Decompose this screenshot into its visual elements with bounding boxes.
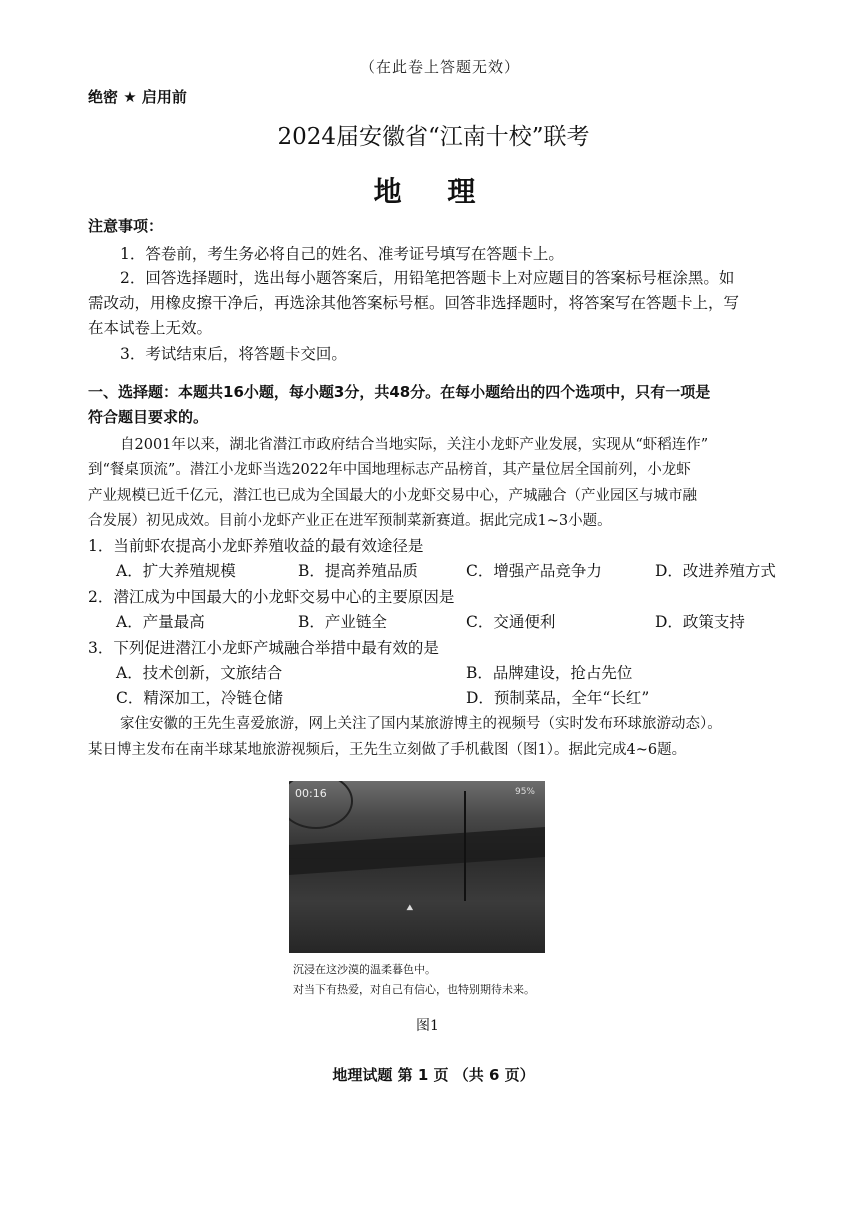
passage1-line-1: 自2001年以来，湖北省潜江市政府结合当地实际，关注小龙虾产业发展，实现从“虾稻连作” <box>120 437 709 453</box>
passage1-line-3: 产业规模已近千亿元，潜江也已成为全国最大的小龙虾交易中心，产城融合（产业园区与城市融 <box>88 488 697 504</box>
note-line-1: 1．答卷前，考生务必将自己的姓名、准考证号填写在答题卡上。 <box>120 245 564 263</box>
figure-caption-line-2: 对当下有热爱，对自己有信心，也特别期待未来。 <box>293 983 535 996</box>
note-line-3: 需改动，用橡皮擦干净后，再选涂其他答案标号框。回答非选择题时，将答案写在答题卡上，写 <box>88 294 740 312</box>
question-2-option-a: A．产量最高 <box>116 613 205 631</box>
question-2-option-c: C．交通便利 <box>466 613 556 631</box>
question-3-option-a: A．技术创新，文旅结合 <box>116 664 283 682</box>
subject-title: 地 理 <box>373 175 494 208</box>
section-heading-line-2: 符合题目要求的。 <box>88 408 209 426</box>
page-footer: 地理试题 第 1 页 （共 6 页） <box>332 1066 535 1084</box>
battery-status: 95% <box>514 787 535 797</box>
passage1-line-2: 到“餐桌顶流”。潜江小龙虾当选2022年中国地理标志产品榜首，其产量位居全国前列，小龙虾 <box>88 462 691 478</box>
question-1-option-d: D．改进养殖方式 <box>655 562 776 580</box>
question-1-option-c: C．增强产品竞争力 <box>466 562 602 580</box>
secret-label: 绝密 ★ 启用前 <box>88 88 187 106</box>
question-1-option-b: B．提高养殖品质 <box>298 562 418 580</box>
note-line-2: 2．回答选择题时，选出每小题答案后，用铅笔把答题卡上对应题目的答案标号框涂黑。如 <box>120 269 735 287</box>
video-time: 00:16 <box>295 787 327 800</box>
question-1-option-a: A．扩大养殖规模 <box>116 562 236 580</box>
passage2-line-1: 家住安徽的王先生喜爱旅游，网上关注了国内某旅游博主的视频号（实时发布环球旅游动态）。 <box>120 716 722 732</box>
figure-label: 图1 <box>416 1018 439 1034</box>
person-marker-icon: ⯅ <box>405 901 415 915</box>
phone-screenshot-figure <box>289 781 545 953</box>
section-heading-line-1: 一、选择题：本题共16小题，每小题3分，共48分。在每小题给出的四个选项中，只有一项是 <box>88 383 711 401</box>
question-3-option-c: C．精深加工，冷链仓储 <box>116 689 283 707</box>
question-1-stem: 1．当前虾农提高小龙虾养殖收益的最有效途径是 <box>88 537 424 555</box>
top-cut-text: （在此卷上答题无效） <box>360 58 521 76</box>
question-3-stem: 3．下列促进潜江小龙虾产城融合举措中最有效的是 <box>88 639 439 657</box>
note-line-5: 3．考试结束后，将答题卡交回。 <box>120 345 347 363</box>
passage2-line-2: 某日博主发布在南半球某地旅游视频后，王先生立刻做了手机截图（图1）。据此完成4~6题。 <box>88 742 687 758</box>
question-2-option-b: B．产业链全 <box>298 613 387 631</box>
note-line-4: 在本试卷上无效。 <box>88 319 213 337</box>
exam-title: 2024届安徽省“江南十校”联考 <box>277 124 590 150</box>
question-3-option-b: B．品牌建设，抢占先位 <box>466 664 633 682</box>
annotation-line <box>464 791 466 901</box>
passage1-line-4: 合发展）初见成效。目前小龙虾产业正在进军预制菜新赛道。据此完成1~3小题。 <box>88 513 612 529</box>
notes-heading: 注意事项： <box>88 217 164 235</box>
question-3-option-d: D．预制菜品，全年“长红” <box>466 689 650 707</box>
question-2-stem: 2．潜江成为中国最大的小龙虾交易中心的主要原因是 <box>88 588 455 606</box>
question-2-option-d: D．政策支持 <box>655 613 745 631</box>
figure-caption-line-1: 沉浸在这沙漠的温柔暮色中。 <box>293 963 436 976</box>
dune-shadow <box>289 827 545 875</box>
